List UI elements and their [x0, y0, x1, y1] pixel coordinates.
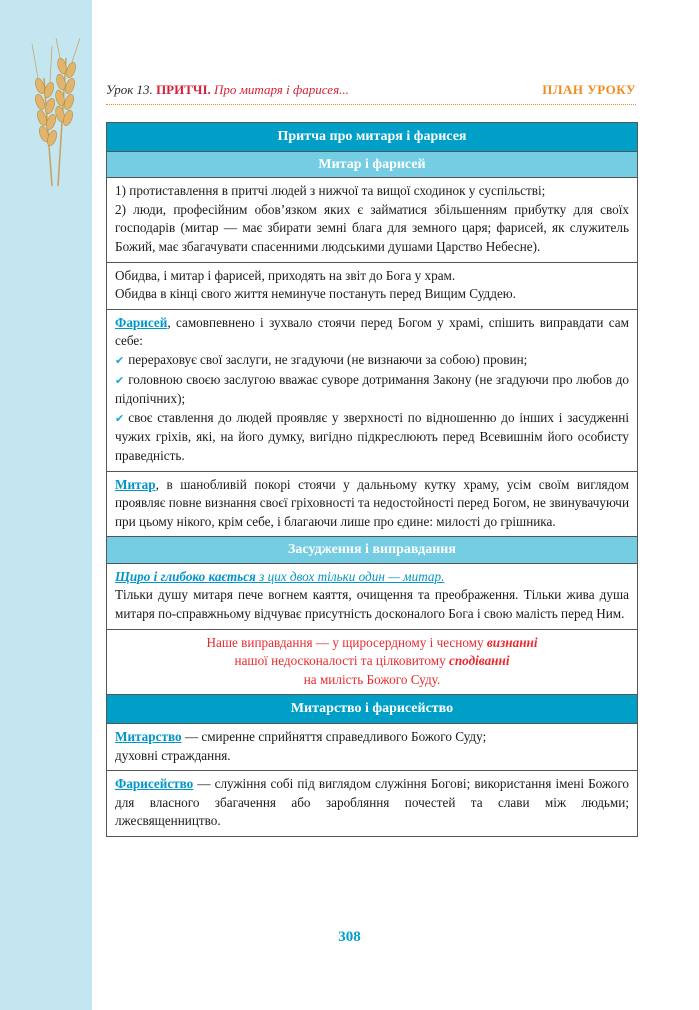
- mytarstvo-text: — смиренне сприйняття справедливого Божого Суду;: [181, 729, 487, 745]
- table-row-justification: [107, 629, 637, 695]
- table-row-mytarstvo: [107, 723, 637, 770]
- list-item: 2) люди, професійним обов’язком яких є займатися збільшенням прибутку для своїх господарів (митар — має збирати земні блага для земного царя; фарисей, як служитель Божий, має збагачувати спасенними людськими душами Царство Небесне).: [115, 201, 629, 254]
- page-header: [106, 82, 636, 102]
- table-row-pharisee: [107, 309, 637, 471]
- justification-text: нашої недосконалості та цілковитому: [234, 653, 449, 669]
- wheat-ears-icon: [22, 38, 92, 188]
- repentance-lead-rest: з цих двох тільки один — митар.: [255, 568, 445, 584]
- publican-text: , в шанобливій покорі стоячи у дальньому кутку храму, усім своїм виглядом проявляє повне визнання своєї гріховності та недостойності перед Богом, не звинувачуючи при цьому нікого, крім себе, і благаючи лише про єдине: милості до грішника.: [115, 476, 629, 529]
- mytarstvo-term: Митарство: [115, 729, 182, 745]
- bullet-text: своє ставлення до людей проявляє у зверхності по відношенню до інших і засудженні чужих гріхів, які, на його думку, вигідно підкреслюють перед Всевишнім його особисту праведність.: [115, 409, 629, 463]
- list-item: [115, 409, 629, 466]
- publican-term: Митар: [115, 476, 156, 492]
- list-item: 1) протиставлення в притчі людей з нижчої та вищої сходинок у суспільстві;: [115, 183, 546, 199]
- table-row-both: [107, 262, 637, 309]
- farysejstvo-text: — служіння собі під виглядом служіння Богові; використання імені Божого для власного збагачення або заробляння почестей та слави між людьми; лжесвященництво.: [115, 776, 629, 829]
- justification-emphasis: визнанні: [486, 634, 538, 650]
- lesson-caption: [106, 82, 349, 98]
- lesson-subtitle: Про митаря і фарисея...: [214, 82, 349, 97]
- list-item: Обидва, і митар і фарисей, приходять на звіт до Бога у храм.: [115, 267, 456, 283]
- pharisee-term: Фарисей: [115, 314, 168, 330]
- bullet-text: головною своєю заслугою вважає суворе дотримання Закону (не згадуючи про любов до підопічних);: [115, 371, 629, 407]
- list-item: [115, 371, 629, 409]
- page-number: 308: [338, 929, 361, 945]
- table-row-publican: [107, 471, 637, 537]
- pharisee-text: , самовпевнено і зухвало стоячи перед Богом у храмі, спішить виправдати сам себе:: [115, 314, 629, 349]
- farysejstvo-term: Фарисейство: [115, 776, 194, 792]
- justification-text: на милість Божого Суду.: [303, 671, 441, 687]
- table-row-farysejstvo: [107, 770, 637, 836]
- section-header-2: Засудження і виправдання: [107, 536, 637, 563]
- repentance-text: Тільки душу митаря пече вогнем каяття, очищення та преображення. Тільки жива душа митаря по-справжньому відчуває присутність досконалого Бога і свою малість перед Ним.: [115, 587, 629, 622]
- checkmark-icon: ✔: [115, 373, 125, 387]
- list-item: [115, 351, 629, 371]
- plan-label: ПЛАН УРОКУ: [542, 82, 636, 97]
- table-title: Притча про митаря і фарисея: [107, 123, 637, 151]
- table-row-comparison: [107, 177, 637, 261]
- justification-text: Наше виправдання — у щиросердному і чесному: [206, 634, 487, 650]
- checkmark-icon: ✔: [115, 411, 125, 425]
- mytarstvo-text-2: духовні страждання.: [115, 747, 231, 763]
- section-header-1: Митар і фарисей: [107, 151, 637, 178]
- repentance-lead-bold: Щиро і глибоко кається: [115, 568, 256, 584]
- section-header-3: Митарство і фарисейство: [107, 694, 637, 723]
- lesson-topic: ПРИТЧІ.: [156, 82, 211, 97]
- header-divider: [106, 104, 636, 105]
- justification-emphasis: сподіванні: [448, 653, 510, 669]
- bullet-text: перераховує свої заслуги, не згадуючи (не визнаючи за собою) провин;: [128, 351, 528, 367]
- table-row-repentance: [107, 563, 637, 629]
- lesson-table: [106, 122, 638, 837]
- checkmark-icon: ✔: [115, 353, 125, 367]
- list-item: Обидва в кінці свого життя неминуче постануть перед Вищим Суддею.: [115, 286, 516, 302]
- repentance-lead: [115, 568, 629, 587]
- lesson-prefix: Урок 13.: [106, 82, 153, 97]
